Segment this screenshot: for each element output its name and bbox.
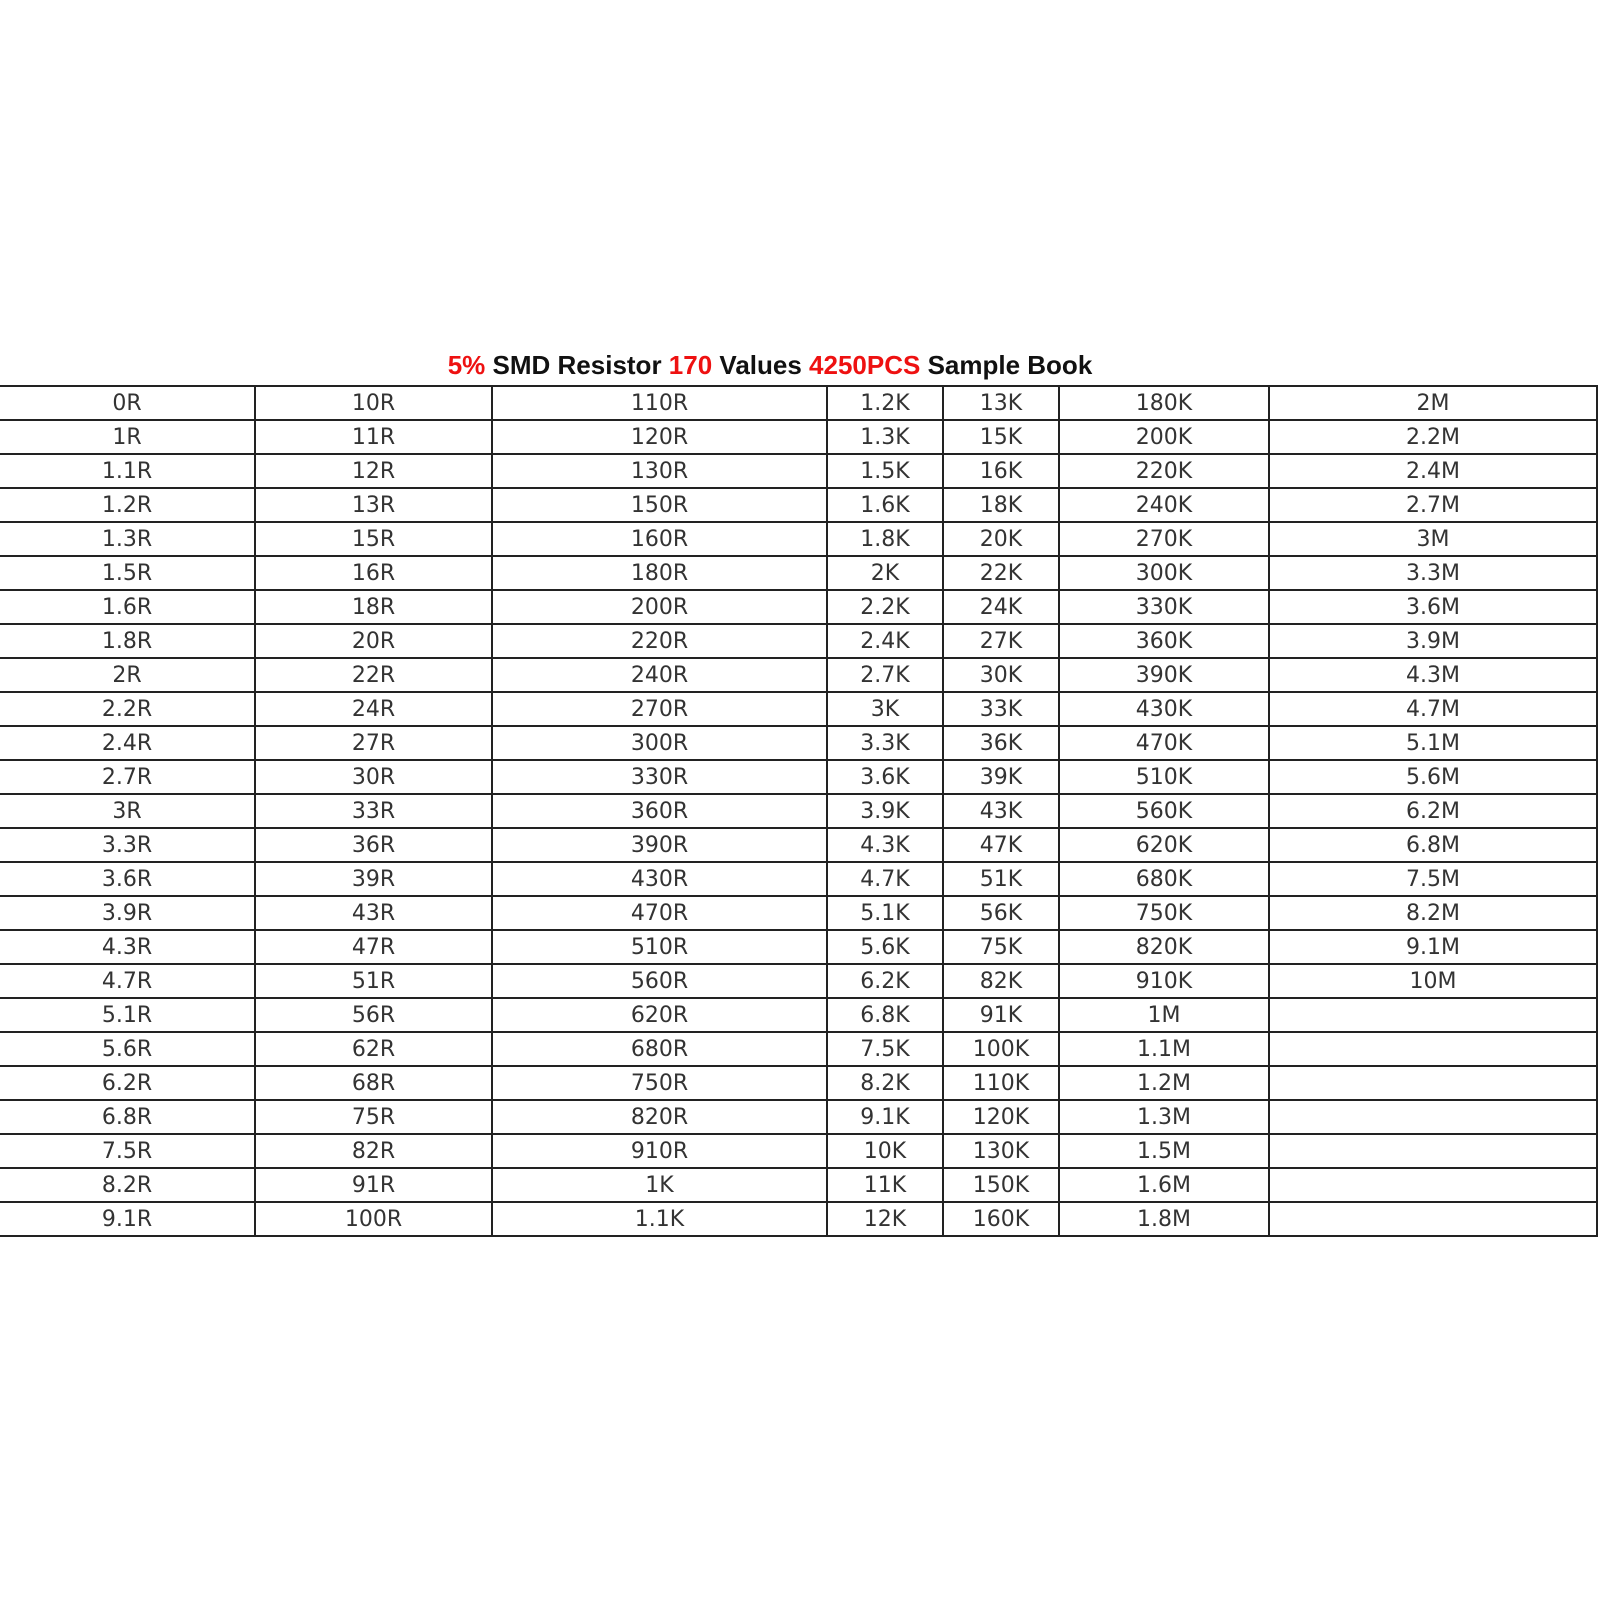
- value-cell: 330K: [1059, 590, 1269, 624]
- table-row: [0, 1202, 1597, 1236]
- value-cell: 2.4R: [0, 726, 255, 760]
- value-cell: 5.6M: [1269, 760, 1597, 794]
- value-cell: 62R: [255, 1032, 492, 1066]
- value-cell: 3.9K: [827, 794, 943, 828]
- value-cell: 130R: [492, 454, 827, 488]
- value-cell: 82K: [943, 964, 1059, 998]
- value-cell: 33K: [943, 692, 1059, 726]
- value-cell: 3R: [0, 794, 255, 828]
- table-row: [0, 420, 1597, 454]
- value-cell: 390R: [492, 828, 827, 862]
- value-cell: 36R: [255, 828, 492, 862]
- value-cell: 360R: [492, 794, 827, 828]
- value-cell: 820K: [1059, 930, 1269, 964]
- value-cell: 3.9M: [1269, 624, 1597, 658]
- value-cell: 620K: [1059, 828, 1269, 862]
- value-cell: 1.5M: [1059, 1134, 1269, 1168]
- value-cell: [1269, 1066, 1597, 1100]
- value-cell: 6.2R: [0, 1066, 255, 1100]
- value-cell: 3.3K: [827, 726, 943, 760]
- value-cell: 39R: [255, 862, 492, 896]
- value-cell: 1.6R: [0, 590, 255, 624]
- value-cell: 75K: [943, 930, 1059, 964]
- value-cell: 3M: [1269, 522, 1597, 556]
- value-cell: [1269, 1168, 1597, 1202]
- value-cell: 18R: [255, 590, 492, 624]
- value-cell: 43K: [943, 794, 1059, 828]
- value-cell: 39K: [943, 760, 1059, 794]
- value-cell: 470K: [1059, 726, 1269, 760]
- value-cell: 330R: [492, 760, 827, 794]
- value-cell: 56R: [255, 998, 492, 1032]
- value-cell: 56K: [943, 896, 1059, 930]
- value-cell: 2.4K: [827, 624, 943, 658]
- value-cell: 2.2K: [827, 590, 943, 624]
- value-cell: 180K: [1059, 386, 1269, 420]
- value-cell: 110K: [943, 1066, 1059, 1100]
- value-cell: 2.7R: [0, 760, 255, 794]
- value-cell: 2.2R: [0, 692, 255, 726]
- value-cell: 13R: [255, 488, 492, 522]
- value-cell: 1.8R: [0, 624, 255, 658]
- table-row: [0, 1100, 1597, 1134]
- table-row: [0, 794, 1597, 828]
- value-cell: 9.1M: [1269, 930, 1597, 964]
- value-cell: 5.1R: [0, 998, 255, 1032]
- value-cell: 36K: [943, 726, 1059, 760]
- value-cell: 130K: [943, 1134, 1059, 1168]
- table-row: [0, 624, 1597, 658]
- value-cell: 15K: [943, 420, 1059, 454]
- value-cell: 6.8R: [0, 1100, 255, 1134]
- table-row: [0, 930, 1597, 964]
- value-cell: 1.8K: [827, 522, 943, 556]
- value-cell: 6.2M: [1269, 794, 1597, 828]
- title-text-smd: SMD Resistor: [485, 350, 669, 380]
- value-cell: 1.3M: [1059, 1100, 1269, 1134]
- value-cell: 7.5K: [827, 1032, 943, 1066]
- value-cell: 51K: [943, 862, 1059, 896]
- title-text-values: Values: [712, 350, 810, 380]
- value-cell: 1.8M: [1059, 1202, 1269, 1236]
- value-cell: 30K: [943, 658, 1059, 692]
- table-row: [0, 760, 1597, 794]
- value-cell: 22K: [943, 556, 1059, 590]
- table-row: [0, 1134, 1597, 1168]
- value-cell: 8.2R: [0, 1168, 255, 1202]
- value-cell: 430K: [1059, 692, 1269, 726]
- value-cell: 9.1K: [827, 1100, 943, 1134]
- page-title: [0, 348, 1540, 382]
- value-cell: 6.2K: [827, 964, 943, 998]
- value-cell: 1.2R: [0, 488, 255, 522]
- value-cell: 200R: [492, 590, 827, 624]
- value-cell: 11R: [255, 420, 492, 454]
- table-row: [0, 1032, 1597, 1066]
- value-cell: 160R: [492, 522, 827, 556]
- resistor-values-table-body: [0, 386, 1597, 1236]
- title-value-count: 170: [668, 350, 713, 380]
- value-cell: 360K: [1059, 624, 1269, 658]
- value-cell: 47R: [255, 930, 492, 964]
- value-cell: 240R: [492, 658, 827, 692]
- value-cell: 24R: [255, 692, 492, 726]
- value-cell: 180R: [492, 556, 827, 590]
- value-cell: 24K: [943, 590, 1059, 624]
- value-cell: 1.3R: [0, 522, 255, 556]
- value-cell: 68R: [255, 1066, 492, 1100]
- value-cell: 4.7R: [0, 964, 255, 998]
- value-cell: 100R: [255, 1202, 492, 1236]
- value-cell: 2K: [827, 556, 943, 590]
- value-cell: 430R: [492, 862, 827, 896]
- value-cell: [1269, 1202, 1597, 1236]
- value-cell: 43R: [255, 896, 492, 930]
- value-cell: 110R: [492, 386, 827, 420]
- value-cell: 620R: [492, 998, 827, 1032]
- value-cell: 4.3R: [0, 930, 255, 964]
- value-cell: 11K: [827, 1168, 943, 1202]
- value-cell: 1.1M: [1059, 1032, 1269, 1066]
- value-cell: 0R: [0, 386, 255, 420]
- value-cell: 18K: [943, 488, 1059, 522]
- value-cell: 10K: [827, 1134, 943, 1168]
- value-cell: 5.6K: [827, 930, 943, 964]
- value-cell: 27R: [255, 726, 492, 760]
- value-cell: [1269, 998, 1597, 1032]
- value-cell: 15R: [255, 522, 492, 556]
- value-cell: 390K: [1059, 658, 1269, 692]
- value-cell: 2.2M: [1269, 420, 1597, 454]
- table-row: [0, 454, 1597, 488]
- value-cell: 10R: [255, 386, 492, 420]
- value-cell: 750R: [492, 1066, 827, 1100]
- value-cell: 82R: [255, 1134, 492, 1168]
- title-piece-count: 4250PCS: [809, 350, 921, 380]
- value-cell: 8.2M: [1269, 896, 1597, 930]
- value-cell: 910K: [1059, 964, 1269, 998]
- title-text-sample-book: Sample Book: [920, 350, 1093, 380]
- value-cell: 4.7M: [1269, 692, 1597, 726]
- value-cell: 3.6K: [827, 760, 943, 794]
- value-cell: 150R: [492, 488, 827, 522]
- value-cell: 820R: [492, 1100, 827, 1134]
- value-cell: 6.8K: [827, 998, 943, 1032]
- value-cell: 3.6M: [1269, 590, 1597, 624]
- value-cell: 1.5R: [0, 556, 255, 590]
- value-cell: 120K: [943, 1100, 1059, 1134]
- table-row: [0, 862, 1597, 896]
- value-cell: 51R: [255, 964, 492, 998]
- value-cell: 16K: [943, 454, 1059, 488]
- value-cell: 2M: [1269, 386, 1597, 420]
- value-cell: 120R: [492, 420, 827, 454]
- value-cell: 3.3M: [1269, 556, 1597, 590]
- value-cell: 1K: [492, 1168, 827, 1202]
- value-cell: 91R: [255, 1168, 492, 1202]
- value-cell: 9.1R: [0, 1202, 255, 1236]
- value-cell: 2R: [0, 658, 255, 692]
- value-cell: 1.3K: [827, 420, 943, 454]
- value-cell: 510R: [492, 930, 827, 964]
- value-cell: 240K: [1059, 488, 1269, 522]
- value-cell: 750K: [1059, 896, 1269, 930]
- value-cell: 8.2K: [827, 1066, 943, 1100]
- value-cell: 4.7K: [827, 862, 943, 896]
- value-cell: 560K: [1059, 794, 1269, 828]
- value-cell: 3.3R: [0, 828, 255, 862]
- value-cell: [1269, 1032, 1597, 1066]
- value-cell: 4.3K: [827, 828, 943, 862]
- value-cell: 13K: [943, 386, 1059, 420]
- value-cell: 7.5R: [0, 1134, 255, 1168]
- table-row: [0, 1066, 1597, 1100]
- value-cell: 270K: [1059, 522, 1269, 556]
- value-cell: 1.2M: [1059, 1066, 1269, 1100]
- table-row: [0, 658, 1597, 692]
- table-row: [0, 692, 1597, 726]
- value-cell: 3.9R: [0, 896, 255, 930]
- value-cell: 10M: [1269, 964, 1597, 998]
- value-cell: 300K: [1059, 556, 1269, 590]
- value-cell: 12R: [255, 454, 492, 488]
- value-cell: 1.1R: [0, 454, 255, 488]
- table-row: [0, 726, 1597, 760]
- value-cell: 470R: [492, 896, 827, 930]
- value-cell: 20R: [255, 624, 492, 658]
- value-cell: 680K: [1059, 862, 1269, 896]
- value-cell: 910R: [492, 1134, 827, 1168]
- value-cell: 220K: [1059, 454, 1269, 488]
- value-cell: 100K: [943, 1032, 1059, 1066]
- table-row: [0, 488, 1597, 522]
- title-tolerance: 5%: [447, 350, 486, 380]
- table-row: [0, 522, 1597, 556]
- value-cell: 160K: [943, 1202, 1059, 1236]
- value-cell: 1.2K: [827, 386, 943, 420]
- value-cell: 3K: [827, 692, 943, 726]
- value-cell: 1.1K: [492, 1202, 827, 1236]
- value-cell: 20K: [943, 522, 1059, 556]
- value-cell: 220R: [492, 624, 827, 658]
- value-cell: 5.1K: [827, 896, 943, 930]
- table-row: [0, 556, 1597, 590]
- table-row: [0, 998, 1597, 1032]
- value-cell: 2.7K: [827, 658, 943, 692]
- table-row: [0, 1168, 1597, 1202]
- table-row: [0, 386, 1597, 420]
- value-cell: 75R: [255, 1100, 492, 1134]
- value-cell: 6.8M: [1269, 828, 1597, 862]
- value-cell: 5.6R: [0, 1032, 255, 1066]
- value-cell: 510K: [1059, 760, 1269, 794]
- value-cell: 30R: [255, 760, 492, 794]
- table-row: [0, 828, 1597, 862]
- value-cell: 1M: [1059, 998, 1269, 1032]
- value-cell: 4.3M: [1269, 658, 1597, 692]
- value-cell: [1269, 1100, 1597, 1134]
- value-cell: 1.5K: [827, 454, 943, 488]
- value-cell: [1269, 1134, 1597, 1168]
- value-cell: 16R: [255, 556, 492, 590]
- value-cell: 560R: [492, 964, 827, 998]
- value-cell: 300R: [492, 726, 827, 760]
- value-cell: 33R: [255, 794, 492, 828]
- value-cell: 7.5M: [1269, 862, 1597, 896]
- value-cell: 1R: [0, 420, 255, 454]
- value-cell: 3.6R: [0, 862, 255, 896]
- value-cell: 91K: [943, 998, 1059, 1032]
- value-cell: 200K: [1059, 420, 1269, 454]
- value-cell: 12K: [827, 1202, 943, 1236]
- resistor-values-table: [0, 385, 1598, 1237]
- value-cell: 47K: [943, 828, 1059, 862]
- value-cell: 5.1M: [1269, 726, 1597, 760]
- table-row: [0, 590, 1597, 624]
- value-cell: 2.4M: [1269, 454, 1597, 488]
- value-cell: 270R: [492, 692, 827, 726]
- value-cell: 1.6K: [827, 488, 943, 522]
- value-cell: 680R: [492, 1032, 827, 1066]
- table-row: [0, 964, 1597, 998]
- value-cell: 22R: [255, 658, 492, 692]
- value-cell: 2.7M: [1269, 488, 1597, 522]
- table-row: [0, 896, 1597, 930]
- value-cell: 150K: [943, 1168, 1059, 1202]
- value-cell: 27K: [943, 624, 1059, 658]
- value-cell: 1.6M: [1059, 1168, 1269, 1202]
